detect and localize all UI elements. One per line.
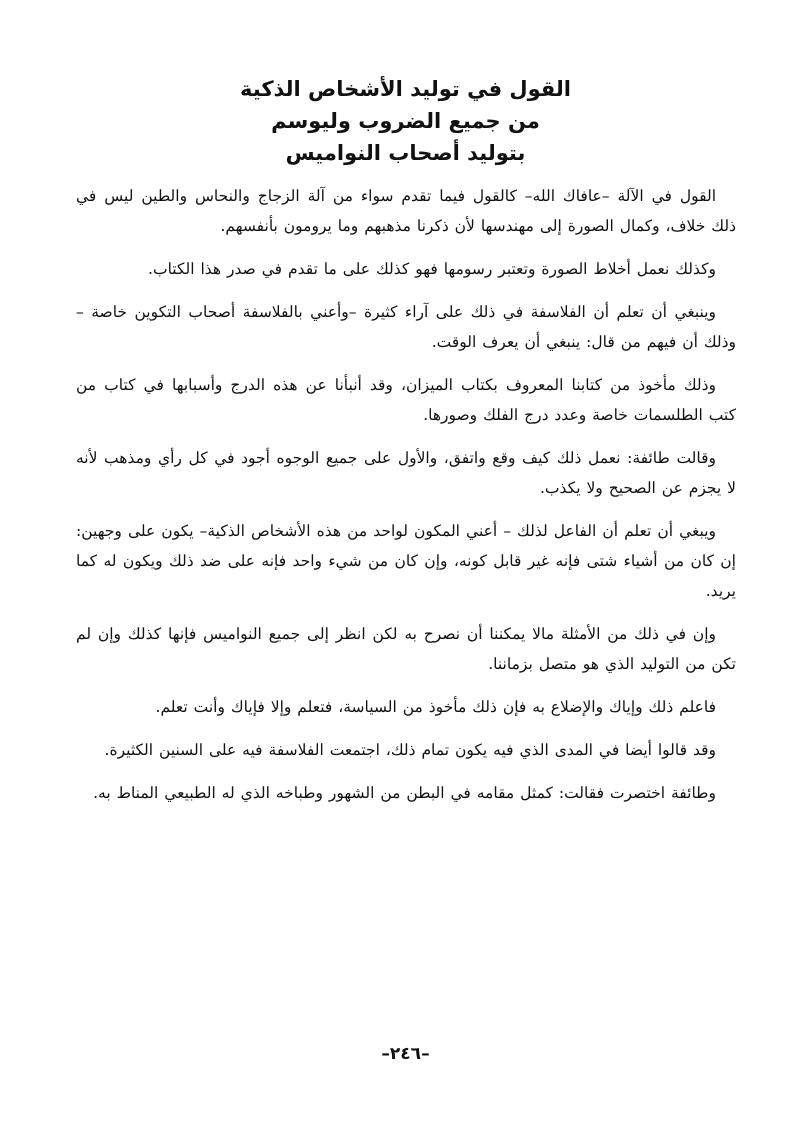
paragraph: وينبغي أن تعلم أن الفلاسفة في ذلك على آراء كثيرة –وأعني بالفلاسفة أصحاب التكوين خاصة –وذلك أن فيهم من قال: ينبغي أن يعرف الوقت.: [76, 303, 736, 351]
paragraph: وذلك مأخوذ من كتابنا المعروف بكتاب الميزان، وقد أنبأنا عن هذه الدرج وأسبابها في كتاب من كتب الطلسمات خاصة وعدد درج الفلك وصورها.: [76, 376, 736, 424]
paragraph: ويبغي أن تعلم أن الفاعل لذلك – أعني المكون لواحد من هذه الأشخاص الذكية– يكون على وجهين: إن كان من أشياء شتى فإنه غير قابل كونه، وإن كان من شيء واحد فإنه على ضد ذلك ويكون له كما يريد.: [76, 522, 736, 600]
paragraph: القول في الآلة –عافاك الله– كالقول فيما تقدم سواء من آلة الزجاج والنحاس والطين ليس في ذلك خلاف، وكمال الصورة إلى مهندسها لأن ذكرنا مذهبهم وما يرومون بأنفسهم.: [76, 187, 736, 235]
paragraph: وإن في ذلك من الأمثلة مالا يمكننا أن نصرح به لكن انظر إلى جميع النواميس فإنها كذلك وإن لم تكن من التوليد الذي هو متصل بزماننا.: [76, 625, 736, 673]
heading-line-2: من جميع الضروب وليوسم: [271, 109, 540, 133]
heading-line-1: القول في توليد الأشخاص الذكية: [240, 77, 571, 101]
heading-line-3: بتوليد أصحاب النواميس: [285, 141, 526, 165]
chapter-heading: [0, 73, 811, 169]
paragraph: فاعلم ذلك وإياك والإضلاع به فإن ذلك مأخوذ من السياسة، فتعلم وإلا فإياك وأنت تعلم.: [155, 698, 716, 716]
body-text: [76, 181, 736, 821]
page-number: –٢٤٦–: [381, 1044, 430, 1064]
paragraph: وقالت طائفة: نعمل ذلك كيف وقع واتفق، والأول على جميع الوجوه أجود في كل رأي ومذهب لأنه لا يجزم عن الصحيح ولا يكذب.: [76, 449, 736, 497]
paragraph: وكذلك نعمل أخلاط الصورة وتعتبر رسومها فهو كذلك على ما تقدم في صدر هذا الكتاب.: [148, 260, 716, 278]
paragraph: وقد قالوا أيضا في المدى الذي فيه يكون تمام ذلك، اجتمعت الفلاسفة فيه على السنين الكثيرة.: [104, 741, 716, 759]
paragraph: وطائفة اختصرت فقالت: كمثل مقامه في البطن من الشهور وطباخه الذي له الطبيعي المناط به.: [93, 784, 716, 802]
